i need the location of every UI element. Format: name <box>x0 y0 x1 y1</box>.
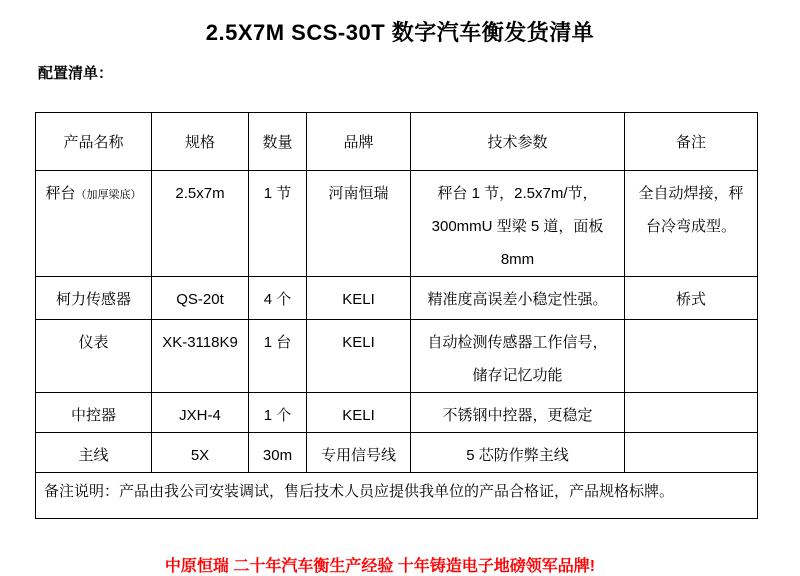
table-row-main-cable <box>36 433 758 473</box>
config-list-label: 配置清单： <box>38 65 114 82</box>
tech-params-line: 300mmU 型梁 5 道，面板 8mm <box>431 218 604 268</box>
cell-quantity: 1 台 <box>249 320 307 393</box>
product-name-text: 秤台 <box>45 185 76 202</box>
column-header-product-name: 产品名称 <box>36 113 152 171</box>
footnote-cell: 备注说明：产品由我公司安装调试，售后技术人员应提供我单位的产品合格证，产品规格标牌。 <box>36 473 758 519</box>
column-header-brand: 品牌 <box>307 113 411 171</box>
table-row-indicator <box>36 320 758 393</box>
cell-quantity: 30m <box>249 433 307 473</box>
cell-tech-params: 不锈钢中控器，更稳定 <box>411 393 625 433</box>
cell-tech-params <box>411 171 625 277</box>
column-header-remark: 备注 <box>625 113 758 171</box>
cell-remark <box>625 393 758 433</box>
cell-brand: 河南恒瑞 <box>307 171 411 277</box>
cell-remark <box>625 171 758 277</box>
page-title: 2.5X7M SCS-30T 数字汽车衡发货清单 <box>205 20 595 45</box>
tech-params-line: 自动检测传感器工作信号， <box>427 334 608 351</box>
cell-remark <box>625 433 758 473</box>
cell-spec: 5X <box>152 433 249 473</box>
table-row-junction-controller <box>36 393 758 433</box>
cell-quantity: 1 节 <box>249 171 307 277</box>
table-row-weighbridge-platform <box>36 171 758 277</box>
table-row-load-cell <box>36 277 758 320</box>
cell-remark <box>625 320 758 393</box>
cell-product-name: 柯力传感器 <box>36 277 152 320</box>
remark-line: 全自动焊接，秤 <box>638 185 744 202</box>
product-name-note: （加厚梁底） <box>75 189 142 201</box>
cell-tech-params: 5 芯防作弊主线 <box>411 433 625 473</box>
brand-slogan: 中原恒瑞 二十年汽车衡生产经验 十年铸造电子地磅领军品牌! <box>164 558 596 575</box>
remark-line: 台冷弯成型。 <box>645 218 736 235</box>
document-page <box>0 16 800 576</box>
cell-tech-params <box>411 320 625 393</box>
cell-quantity: 4 个 <box>249 277 307 320</box>
column-header-quantity: 数量 <box>249 113 307 171</box>
tech-params-line: 秤台 1 节，2.5x7m/节， <box>437 185 598 202</box>
cell-brand: 专用信号线 <box>307 433 411 473</box>
cell-tech-params: 精准度高误差小稳定性强。 <box>411 277 625 320</box>
cell-spec: QS-20t <box>152 277 249 320</box>
cell-product-name: 仪表 <box>36 320 152 393</box>
cell-product-name <box>36 171 152 277</box>
table-header-row <box>36 113 758 171</box>
cell-brand: KELI <box>307 320 411 393</box>
cell-spec: 2.5x7m <box>152 171 249 277</box>
column-header-spec: 规格 <box>152 113 249 171</box>
cell-quantity: 1 个 <box>249 393 307 433</box>
cell-spec: JXH-4 <box>152 393 249 433</box>
cell-product-name: 中控器 <box>36 393 152 433</box>
cell-brand: KELI <box>307 393 411 433</box>
table-footnote-row <box>36 473 758 519</box>
cell-product-name: 主线 <box>36 433 152 473</box>
cell-remark: 桥式 <box>625 277 758 320</box>
tech-params-line: 储存记忆功能 <box>472 367 563 384</box>
freight-table <box>35 112 758 519</box>
column-header-tech-params: 技术参数 <box>411 113 625 171</box>
cell-spec: XK-3118K9 <box>152 320 249 393</box>
cell-brand: KELI <box>307 277 411 320</box>
